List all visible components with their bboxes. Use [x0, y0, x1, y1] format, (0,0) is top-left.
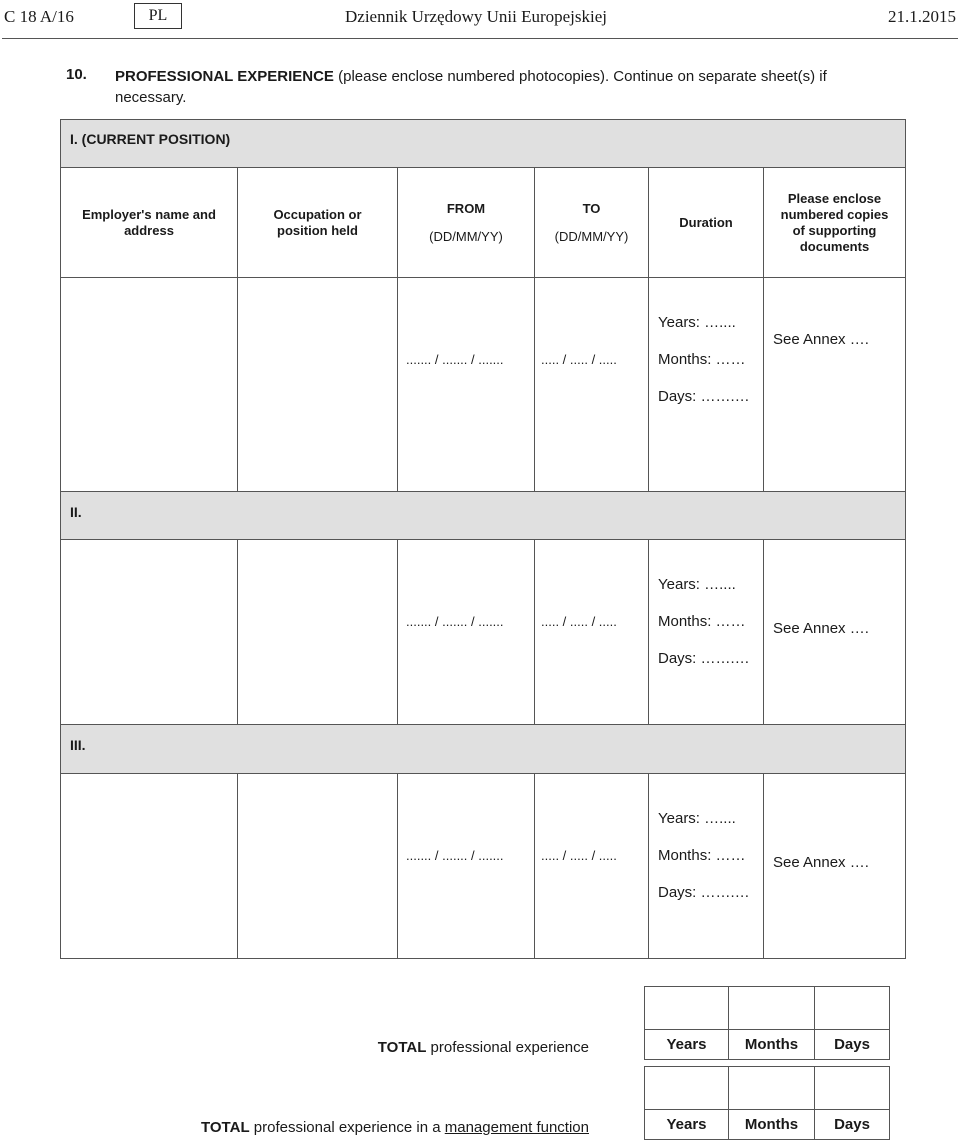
col-header-employer: Employer's name and address	[60, 167, 238, 278]
to-date-placeholder: ..... / ..... / .....	[541, 614, 617, 629]
col-header-documents: Please enclose numbered copies of supporting documents	[763, 167, 906, 278]
from-date-placeholder: ....... / ....... / .......	[406, 614, 504, 629]
col-header-to: TO (DD/MM/YY)	[534, 167, 649, 278]
days-placeholder: Days: …….…	[658, 650, 750, 667]
section-band-label: I. (CURRENT POSITION)	[70, 131, 231, 147]
occupation-field[interactable]	[237, 773, 398, 959]
days-placeholder: Days: …….…	[658, 388, 750, 405]
months-placeholder: Months: ……	[658, 351, 746, 368]
section-heading	[115, 66, 905, 108]
to-date-placeholder: ..... / ..... / .....	[541, 352, 617, 367]
to-date-field[interactable]	[534, 539, 649, 725]
from-date-placeholder: ....... / ....... / .......	[406, 352, 504, 367]
duration-field[interactable]	[648, 773, 764, 959]
total-years-label: Years	[644, 1029, 729, 1060]
section-number: 10.	[66, 66, 87, 83]
mgmt-months-input[interactable]	[728, 1066, 815, 1110]
documents-field[interactable]	[763, 277, 906, 492]
journal-series: C 18 A/16	[4, 7, 74, 26]
mgmt-days-input[interactable]	[814, 1066, 890, 1110]
employer-field[interactable]	[60, 277, 238, 492]
publication-date: 21.1.2015	[888, 7, 956, 26]
language-box: PL	[134, 3, 182, 29]
col-header-from: FROM (DD/MM/YY)	[397, 167, 535, 278]
days-placeholder: Days: …….…	[658, 884, 750, 901]
from-date-placeholder: ....... / ....... / .......	[406, 848, 504, 863]
mgmt-days-label: Days	[814, 1109, 890, 1140]
from-date-field[interactable]	[397, 773, 535, 959]
duration-field[interactable]	[648, 277, 764, 492]
section-title: PROFESSIONAL EXPERIENCE	[115, 68, 334, 85]
to-date-field[interactable]	[534, 277, 649, 492]
mgmt-years-input[interactable]	[644, 1066, 729, 1110]
journal-title: Dziennik Urzędowy Unii Europejskiej	[345, 7, 608, 26]
occupation-field[interactable]	[237, 277, 398, 492]
total-months-label: Months	[728, 1029, 815, 1060]
duration-field[interactable]	[648, 539, 764, 725]
mgmt-years-label: Years	[644, 1109, 729, 1140]
col-header-occupation: Occupation or position held	[237, 167, 398, 278]
years-placeholder: Years: …....	[658, 576, 736, 593]
total-experience-label: TOTAL professional experience	[377, 1039, 589, 1056]
years-placeholder: Years: …....	[658, 314, 736, 331]
to-date-field[interactable]	[534, 773, 649, 959]
total-years-input[interactable]	[644, 986, 729, 1030]
see-annex-text: See Annex ….	[773, 331, 869, 348]
header-rule	[2, 38, 958, 39]
total-days-label: Days	[814, 1029, 890, 1060]
mgmt-months-label: Months	[728, 1109, 815, 1140]
to-date-placeholder: ..... / ..... / .....	[541, 848, 617, 863]
total-months-input[interactable]	[728, 986, 815, 1030]
total-days-input[interactable]	[814, 986, 890, 1030]
months-placeholder: Months: ……	[658, 613, 746, 630]
see-annex-text: See Annex ….	[773, 620, 869, 637]
from-date-field[interactable]	[397, 539, 535, 725]
employer-field[interactable]	[60, 773, 238, 959]
months-placeholder: Months: ……	[658, 847, 746, 864]
section-band-label: III.	[70, 737, 86, 753]
section-instruction-cont: necessary.	[115, 89, 187, 106]
col-header-duration: Duration	[648, 167, 764, 278]
from-date-field[interactable]	[397, 277, 535, 492]
occupation-field[interactable]	[237, 539, 398, 725]
section-band-label: II.	[70, 504, 82, 520]
see-annex-text: See Annex ….	[773, 854, 869, 871]
section-band-1	[60, 119, 906, 168]
total-management-label: TOTAL professional experience in a management function	[201, 1119, 589, 1136]
years-placeholder: Years: …....	[658, 810, 736, 827]
section-band-2	[60, 491, 906, 540]
section-band-3	[60, 724, 906, 774]
section-instruction: (please enclose numbered photocopies). Continue on separate sheet(s) if	[333, 68, 827, 85]
employer-field[interactable]	[60, 539, 238, 725]
